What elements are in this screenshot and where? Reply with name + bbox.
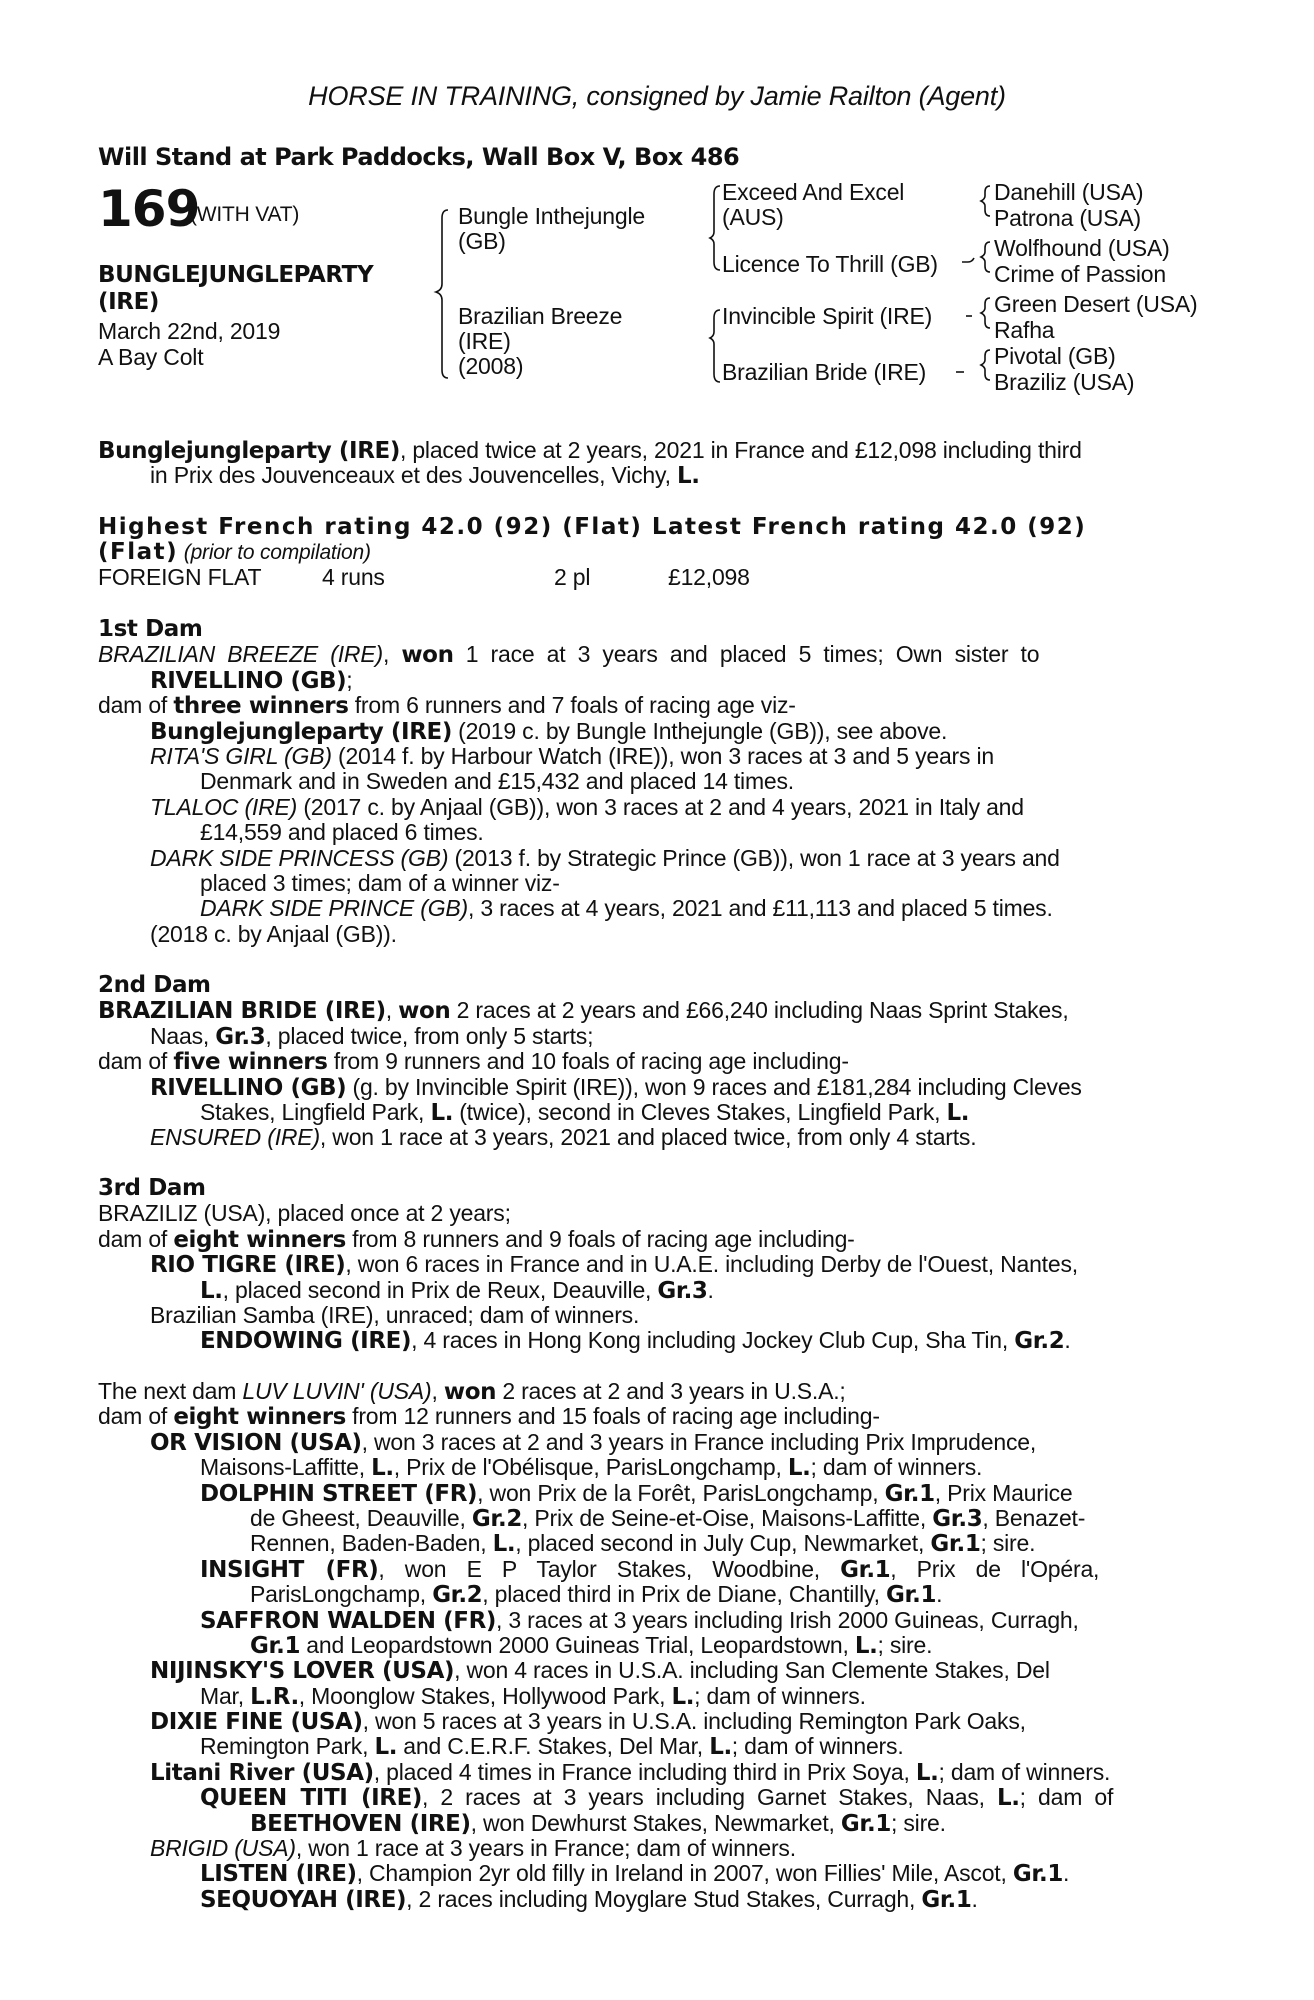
dam-line2: (IRE) [458, 328, 511, 354]
nijinskys-lover-grade2: L. [671, 1683, 695, 1710]
dixie-fine-l2a: Remington Park, [200, 1734, 375, 1760]
produce-4-winner-text: , 3 races at 4 years, 2021 and £11,113 and placed 5 times. [468, 896, 1053, 922]
gg-ddd: Braziliz (USA) [994, 369, 1135, 395]
produce-4-text2: placed 3 times; dam of a winner viz- [200, 870, 560, 896]
nijinskys-lover-text: , won 4 races in U.S.A. including San Clemente Stakes, Del [454, 1658, 1050, 1684]
third-dam-winners: eight winners [173, 1226, 346, 1253]
pedigree-brace-main [436, 210, 448, 378]
next-dam-sep: , [431, 1379, 444, 1404]
horse-description: A Bay Colt [98, 344, 204, 370]
beethoven-name: BEETHOVEN (IRE) [250, 1810, 471, 1837]
dixie-fine-grade2: L. [709, 1734, 732, 1760]
second-dam-runners: from 9 runners and 10 foals of racing age including- [327, 1049, 849, 1075]
litani-river-grade: L. [915, 1759, 939, 1786]
second-dam-name: BRAZILIAN BRIDE (IRE) [98, 998, 386, 1024]
dolphin-street-l3-grade2: Gr.1 [930, 1531, 981, 1557]
queen-titi-text: , 2 races at 3 years including Garnet Stakes, Naas, [422, 1785, 998, 1811]
produce-1-text: (2019 c. by Bungle Inthejungle (GB)), see above. [451, 718, 948, 744]
record-label: FOREIGN FLAT [98, 564, 262, 590]
first-dam-text1: 1 race at 3 years and placed 5 times; Own sister to [453, 642, 1040, 668]
produce-5-text: (2018 c. by Anjaal (GB)). [150, 921, 397, 947]
produce-4-name: DARK SIDE PRINCESS (GB) [150, 845, 449, 871]
first-dam-heading: 1st Dam [98, 617, 203, 642]
gg-dds: Pivotal (GB) [994, 343, 1116, 369]
listen-name: LISTEN (IRE) [200, 1861, 357, 1887]
nijinskys-lover-l2b: , Moonglow Stakes, Hollywood Park, [298, 1683, 672, 1709]
second-dam-section [98, 973, 1206, 1151]
queen-titi-name: QUEEN TITI (IRE) [200, 1785, 423, 1811]
first-dam-name: BRAZILIAN BREEZE (IRE) [98, 642, 383, 668]
insight-l2-grade: Gr.2 [432, 1582, 483, 1608]
second-dam-produce-1-grade2: L. [946, 1099, 970, 1126]
queen-titi-grade: L. [997, 1785, 1020, 1811]
next-dam-intro: The next dam [98, 1379, 243, 1404]
litani-river-name: Litani River (USA) [150, 1759, 374, 1786]
second-dam-produce-1-text2b: (twice), second in Cleves Stakes, Lingfield Park, [453, 1099, 947, 1125]
saffron-walden-grade2: L. [854, 1632, 878, 1659]
second-dam-produce-2-text: , won 1 race at 3 years, 2021 and placed twice, from only 4 starts. [319, 1125, 977, 1151]
pedigree-brace-gg2 [981, 242, 990, 272]
sequoyah-grade: Gr.1 [921, 1886, 972, 1913]
summary-text1: , placed twice at 2 years, 2021 in France and £12,098 including third [399, 438, 1082, 463]
produce-4-winner-name: DARK SIDE PRINCE (GB) [200, 896, 469, 922]
next-dam-damof: dam of [98, 1404, 174, 1430]
third-dam-line1: BRAZILIZ (USA), placed once at 2 years; [98, 1201, 511, 1227]
nijinskys-lover-l2c: ; dam of winners. [694, 1683, 866, 1709]
sire-line1: Bungle Inthejungle [458, 203, 645, 229]
pedigree-braces [0, 0, 1314, 420]
litani-river-text: , placed 4 times in France including third in Prix Soya, [373, 1759, 916, 1785]
brigid-text: , won 1 race at 3 years in France; dam of winners. [295, 1836, 796, 1862]
third-dam-section [98, 1176, 1206, 1354]
produce-3-text2: £14,559 and placed 6 times. [200, 820, 484, 846]
third-dam-produce-2-winner-grade: Gr.2 [1014, 1328, 1065, 1354]
second-dam-heading: 2nd Dam [98, 973, 211, 998]
dixie-fine-text: , won 5 races at 3 years in U.S.A. including Remington Park Oaks, [362, 1709, 1026, 1735]
first-dam-won: won [401, 642, 454, 668]
beethoven-text: , won Dewhurst Stakes, Newmarket, [470, 1810, 841, 1836]
third-dam-produce-2-winner-name: ENDOWING (IRE) [200, 1328, 412, 1354]
first-dam-winners: three winners [173, 693, 349, 719]
second-dam-text2a: Naas, [150, 1023, 216, 1049]
first-dam-sister: RIVELLINO (GB) [150, 667, 347, 694]
saffron-walden-l2a: and Leopardstown 2000 Guineas Trial, Leopardstown, [300, 1632, 855, 1658]
pedigree-connector-sd [962, 258, 974, 262]
dolphin-street-l2a: de Gheest, Deauville, [250, 1505, 472, 1531]
second-dam-won: won [398, 998, 451, 1024]
second-dam-grade: Gr.3 [215, 1023, 266, 1050]
next-produce-1-text2a: Maisons-Laffitte, [200, 1455, 372, 1481]
summary-text2: in Prix des Jouvenceaux et des Jouvencelles, Vichy, [150, 463, 677, 489]
dolphin-street-l3a: Rennen, Baden-Baden, [250, 1531, 493, 1557]
next-dam-section [98, 1379, 1206, 1912]
pedigree-brace-gg3 [981, 298, 990, 328]
dixie-fine-name: DIXIE FINE (USA) [150, 1709, 363, 1735]
pedigree-brace-sire [710, 186, 720, 270]
page-title: HORSE IN TRAINING, consigned by Jamie Railton (Agent) [308, 81, 1006, 111]
nijinskys-lover-l2a: Mar, [200, 1683, 251, 1709]
next-dam-winners: eight winners [173, 1404, 346, 1430]
second-dam-produce-1-text: (g. by Invincible Spirit (IRE)), won 9 races and £181,284 including Cleves [346, 1074, 1082, 1100]
gg-dss: Green Desert (USA) [994, 291, 1198, 317]
dixie-fine-l2c: ; dam of winners. [731, 1734, 904, 1760]
third-dam-produce-2-winner-end: . [1064, 1328, 1071, 1354]
sire-sire-line1: Exceed And Excel [722, 179, 905, 205]
second-dam-damof: dam of [98, 1049, 174, 1075]
beethoven-text2: ; sire. [890, 1810, 946, 1836]
second-dam-winners: five winners [173, 1049, 328, 1075]
produce-2-text: (2014 f. by Harbour Watch (IRE)), won 3 races at 3 and 5 years in [331, 743, 995, 769]
next-produce-1-name: OR VISION (USA) [150, 1429, 362, 1456]
dolphin-street-l3-grade: L. [492, 1531, 516, 1557]
dolphin-street-l2-grade: Gr.2 [471, 1505, 522, 1532]
insight-text: , won E P Taylor Stakes, Woodbine, [378, 1556, 841, 1582]
insight-l2-grade2: Gr.1 [885, 1582, 937, 1608]
listen-grade: Gr.1 [1012, 1861, 1063, 1887]
next-dam-won: won [443, 1379, 497, 1405]
second-dam-text1: 2 races at 2 years and £66,240 including Naas Sprint Stakes, [450, 998, 1069, 1024]
next-dam-name: LUV LUVIN' (USA) [242, 1379, 432, 1404]
dolphin-street-text: , won Prix de la Forêt, ParisLongchamp, [477, 1480, 885, 1506]
third-dam-produce-2-winner-text: , 4 races in Hong Kong including Jockey Club Cup, Sha Tin, [411, 1328, 1015, 1354]
insight-l2b: , placed third in Prix de Diane, Chantilly, [482, 1582, 886, 1608]
produce-2-name: RITA'S GIRL (GB) [150, 743, 332, 769]
dolphin-street-l2-grade2: Gr.3 [932, 1505, 983, 1532]
record-runs: 4 runs [322, 564, 385, 590]
sequoyah-end: . [971, 1886, 978, 1912]
listen-text: , Champion 2yr old filly in Ireland in 2007, won Fillies' Mile, Ascot, [356, 1861, 1013, 1887]
produce-3-text: (2017 c. by Anjaal (GB)), won 3 races at 2 and 4 years, 2021 in Italy and [297, 794, 1024, 820]
dolphin-street-l3b: , placed second in July Cup, Newmarket, [515, 1531, 931, 1557]
horse-name-line1: BUNGLEJUNGLEPARTY [98, 262, 374, 288]
next-produce-1-text: , won 3 races at 2 and 3 years in France including Prix Imprudence, [361, 1429, 1037, 1455]
third-dam-produce-1-text2: , placed second in Prix de Reux, Deauville, [222, 1277, 658, 1303]
next-dam-text1: 2 races at 2 and 3 years in U.S.A.; [496, 1379, 846, 1404]
second-dam-sep: , [385, 998, 399, 1024]
first-dam-runners: from 6 runners and 7 foals of racing age viz- [348, 693, 796, 719]
record-prize: £12,098 [668, 564, 750, 590]
second-dam-produce-1-grade: L. [430, 1099, 454, 1126]
gg-ssd: Patrona (USA) [994, 205, 1141, 231]
next-produce-1-text2b: , Prix de l'Obélisque, ParisLongchamp, [393, 1455, 788, 1481]
pedigree-brace-dam [710, 310, 720, 382]
queen-titi-text2: ; dam of [1019, 1785, 1114, 1811]
dixie-fine-l2b: and C.E.R.F. Stakes, Del Mar, [397, 1734, 710, 1760]
nijinskys-lover-name: NIJINSKY'S LOVER (USA) [150, 1658, 455, 1684]
next-produce-1-text2c: ; dam of winners. [810, 1455, 983, 1481]
third-dam-produce-1-grade2: Gr.3 [657, 1277, 708, 1303]
dam-dam: Brazilian Bride (IRE) [722, 359, 927, 385]
gg-sds: Wolfhound (USA) [994, 235, 1170, 261]
gg-sss: Danehill (USA) [994, 179, 1144, 205]
saffron-walden-l2b: ; sire. [877, 1632, 933, 1658]
next-produce-1-grade: L. [371, 1455, 394, 1481]
third-dam-produce-2: Brazilian Samba (IRE), unraced; dam of winners. [150, 1302, 640, 1328]
summary-horse-name: Bunglejungleparty (IRE) [98, 438, 400, 464]
first-dam-sep: , [382, 642, 402, 668]
dolphin-street-name: DOLPHIN STREET (FR) [200, 1480, 478, 1506]
first-dam-sister-end: ; [346, 667, 353, 693]
second-dam-text2b: , placed twice, from only 5 starts; [265, 1023, 594, 1049]
rating-note: (prior to compilation) [178, 541, 371, 565]
date-of-birth: March 22nd, 2019 [98, 318, 281, 344]
second-dam-produce-2-name: ENSURED (IRE) [150, 1125, 320, 1151]
third-dam-produce-1-grade: L. [200, 1277, 223, 1303]
rating-section [98, 514, 1206, 565]
insight-name: INSIGHT (FR) [200, 1556, 379, 1583]
insight-text2: , Prix de l'Opéra, [890, 1556, 1100, 1582]
rating-line1: Highest French rating 42.0 (92) (Flat) Latest French rating 42.0 (92) [98, 514, 1087, 540]
nijinskys-lover-grade: L.R. [250, 1683, 299, 1710]
insight-l2a: ParisLongchamp, [250, 1582, 433, 1608]
horse-name-line2: (IRE) [98, 289, 160, 315]
dolphin-street-l3c: ; sire. [980, 1531, 1036, 1557]
first-dam-section [98, 617, 1206, 947]
dixie-fine-grade: L. [374, 1734, 398, 1760]
vat-note: (WITH VAT) [190, 203, 300, 226]
litani-river-text2: ; dam of winners. [938, 1759, 1111, 1785]
produce-3-name: TLALOC (IRE) [150, 794, 298, 820]
beethoven-grade: Gr.1 [840, 1810, 891, 1837]
lot-number: 169 [98, 180, 200, 238]
second-dam-produce-1-text2a: Stakes, Lingfield Park, [200, 1099, 431, 1125]
dam-sire: Invincible Spirit (IRE) [722, 303, 933, 329]
insight-l2c: . [936, 1582, 943, 1608]
saffron-walden-text: , 3 races at 3 years including Irish 2000 Guineas, Curragh, [496, 1607, 1079, 1633]
sire-line2: (GB) [458, 228, 506, 254]
dolphin-street-l2c: , Benazet- [982, 1505, 1086, 1531]
sequoyah-text: , 2 races including Moyglare Stud Stakes, Curragh, [406, 1886, 922, 1912]
summary-grade: L. [677, 463, 700, 489]
brigid-name: BRIGID (USA) [150, 1836, 296, 1862]
summary-section [98, 438, 1206, 489]
first-dam-damof: dam of [98, 693, 174, 719]
listen-end: . [1062, 1861, 1070, 1887]
record-placed: 2 pl [554, 564, 591, 590]
sire-sire-line2: (AUS) [722, 204, 784, 230]
produce-1-name: Bunglejungleparty (IRE) [150, 718, 452, 744]
next-dam-runners: from 12 runners and 15 foals of racing age including- [345, 1404, 880, 1430]
dolphin-street-l2b: , Prix de Seine-et-Oise, Maisons-Laffitte, [522, 1505, 933, 1531]
rating-line2: (Flat) [98, 539, 179, 565]
sequoyah-name: SEQUOYAH (IRE) [200, 1886, 407, 1913]
dolphin-street-grade: Gr.1 [884, 1480, 935, 1506]
pedigree-brace-gg1 [981, 186, 990, 216]
third-dam-produce-1-text: , won 6 races in France and in U.A.E. including Derby de l'Ouest, Nantes, [345, 1252, 1078, 1278]
third-dam-runners: from 8 runners and 9 foals of racing age including- [345, 1226, 855, 1252]
dolphin-street-text2: , Prix Maurice [934, 1480, 1073, 1506]
sire-dam: Licence To Thrill (GB) [722, 251, 938, 277]
pedigree-brace-gg4 [981, 350, 990, 380]
third-dam-produce-1-name: RIO TIGRE (IRE) [150, 1252, 346, 1278]
third-dam-damof: dam of [98, 1226, 174, 1252]
third-dam-produce-1-end: . [707, 1277, 714, 1303]
gg-sdd: Crime of Passion [994, 261, 1166, 287]
dam-line1: Brazilian Breeze [458, 303, 623, 329]
produce-4-text: (2013 f. by Strategic Prince (GB)), won 1 race at 3 years and [448, 845, 1060, 871]
saffron-walden-name: SAFFRON WALDEN (FR) [200, 1607, 497, 1633]
second-dam-produce-1-name: RIVELLINO (GB) [150, 1074, 347, 1100]
gg-dsd: Rafha [994, 317, 1055, 343]
dam-line3: (2008) [458, 353, 524, 379]
stand-location: Will Stand at Park Paddocks, Wall Box V, Box 486 [98, 143, 740, 171]
third-dam-heading: 3rd Dam [98, 1176, 206, 1201]
produce-2-text2: Denmark and in Sweden and £15,432 and placed 14 times. [200, 769, 794, 795]
next-produce-1-grade2: L. [787, 1455, 811, 1481]
insight-grade: Gr.1 [840, 1556, 891, 1583]
saffron-walden-grade: Gr.1 [250, 1632, 301, 1659]
